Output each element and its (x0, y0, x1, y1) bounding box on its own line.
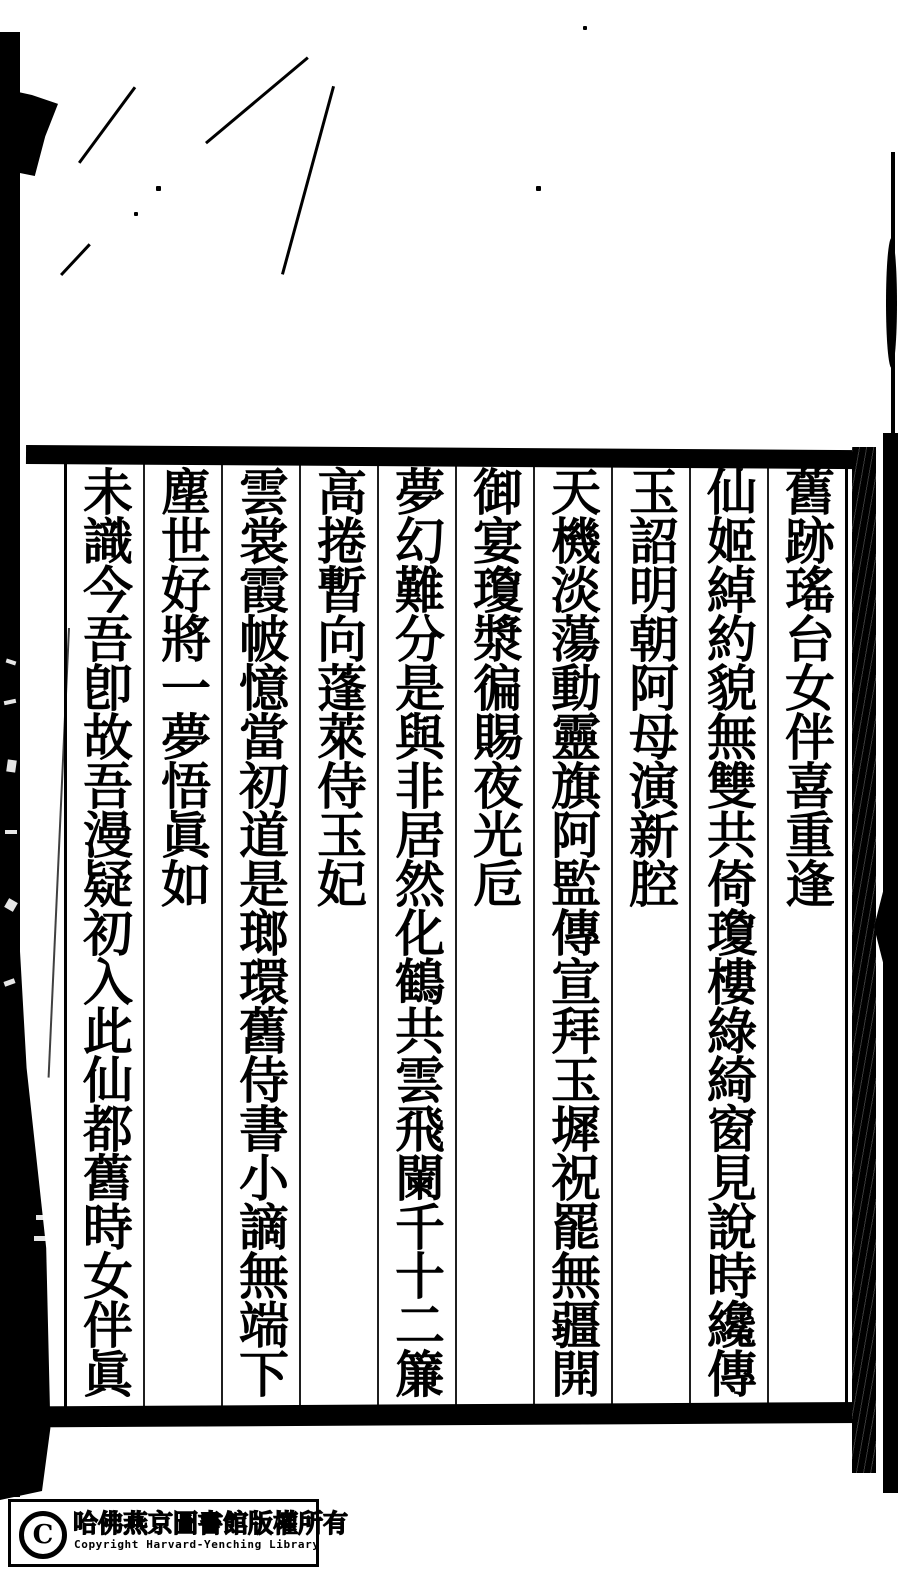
spine-label-noise (34, 1236, 64, 1241)
ink-dot (156, 186, 161, 191)
page-edge-bulge (874, 872, 888, 982)
stamp-chinese-text: 哈佛燕京圖書館版權所有 (73, 1509, 349, 1538)
frame-right-border (852, 447, 876, 1473)
page-edge-blob (886, 238, 897, 368)
text-column-8: 雲裳霞帔憶當初道是瑯環舊侍書小謫無端下 (231, 466, 290, 1397)
scratch-line (60, 243, 91, 276)
text-column-5: 御宴瓊漿徧賜夜光卮 (465, 466, 524, 907)
copyright-icon: C (19, 1511, 67, 1559)
text-column-2: 仙姬綽約貌無雙共倚瓊樓綠綺窗見說時纔傳 (699, 466, 758, 1397)
spine-label-noise (6, 759, 17, 772)
spine-label-noise (36, 1215, 62, 1220)
stamp-english-text: Copyright Harvard-Yenching Library (74, 1538, 320, 1551)
scratch-line (205, 57, 309, 145)
spine-ink-blob (0, 88, 58, 176)
text-column-6: 夢幻難分是與非居然化鶴共雲飛闌千十二簾 (387, 466, 446, 1397)
ink-dot (536, 186, 541, 191)
text-column-7: 高捲暫向蓬萊侍玉妃 (309, 466, 368, 907)
ink-dot (134, 212, 138, 216)
text-column-1: 舊跡瑤台女伴喜重逢 (777, 466, 836, 907)
spine-label-noise (5, 830, 17, 834)
gutter-shadow (0, 600, 70, 1500)
scratch-line (78, 86, 136, 163)
text-column-9: 塵世好將一夢悟眞如 (153, 466, 212, 907)
text-column-4: 天機淡蕩動靈旗阿監傳宣拜玉墀祝罷無疆開 (543, 466, 602, 1397)
text-column-10: 未識今吾卽故吾漫疑初入此仙都舊時女伴眞 (75, 466, 134, 1397)
frame-bottom-border (34, 1402, 864, 1427)
scratch-line (281, 86, 335, 275)
copyright-stamp (8, 1499, 349, 1567)
ink-dot (583, 26, 587, 30)
frame-right-inner-line (845, 455, 848, 1412)
text-column-3: 玉詔明朝阿母演新腔 (621, 466, 680, 907)
